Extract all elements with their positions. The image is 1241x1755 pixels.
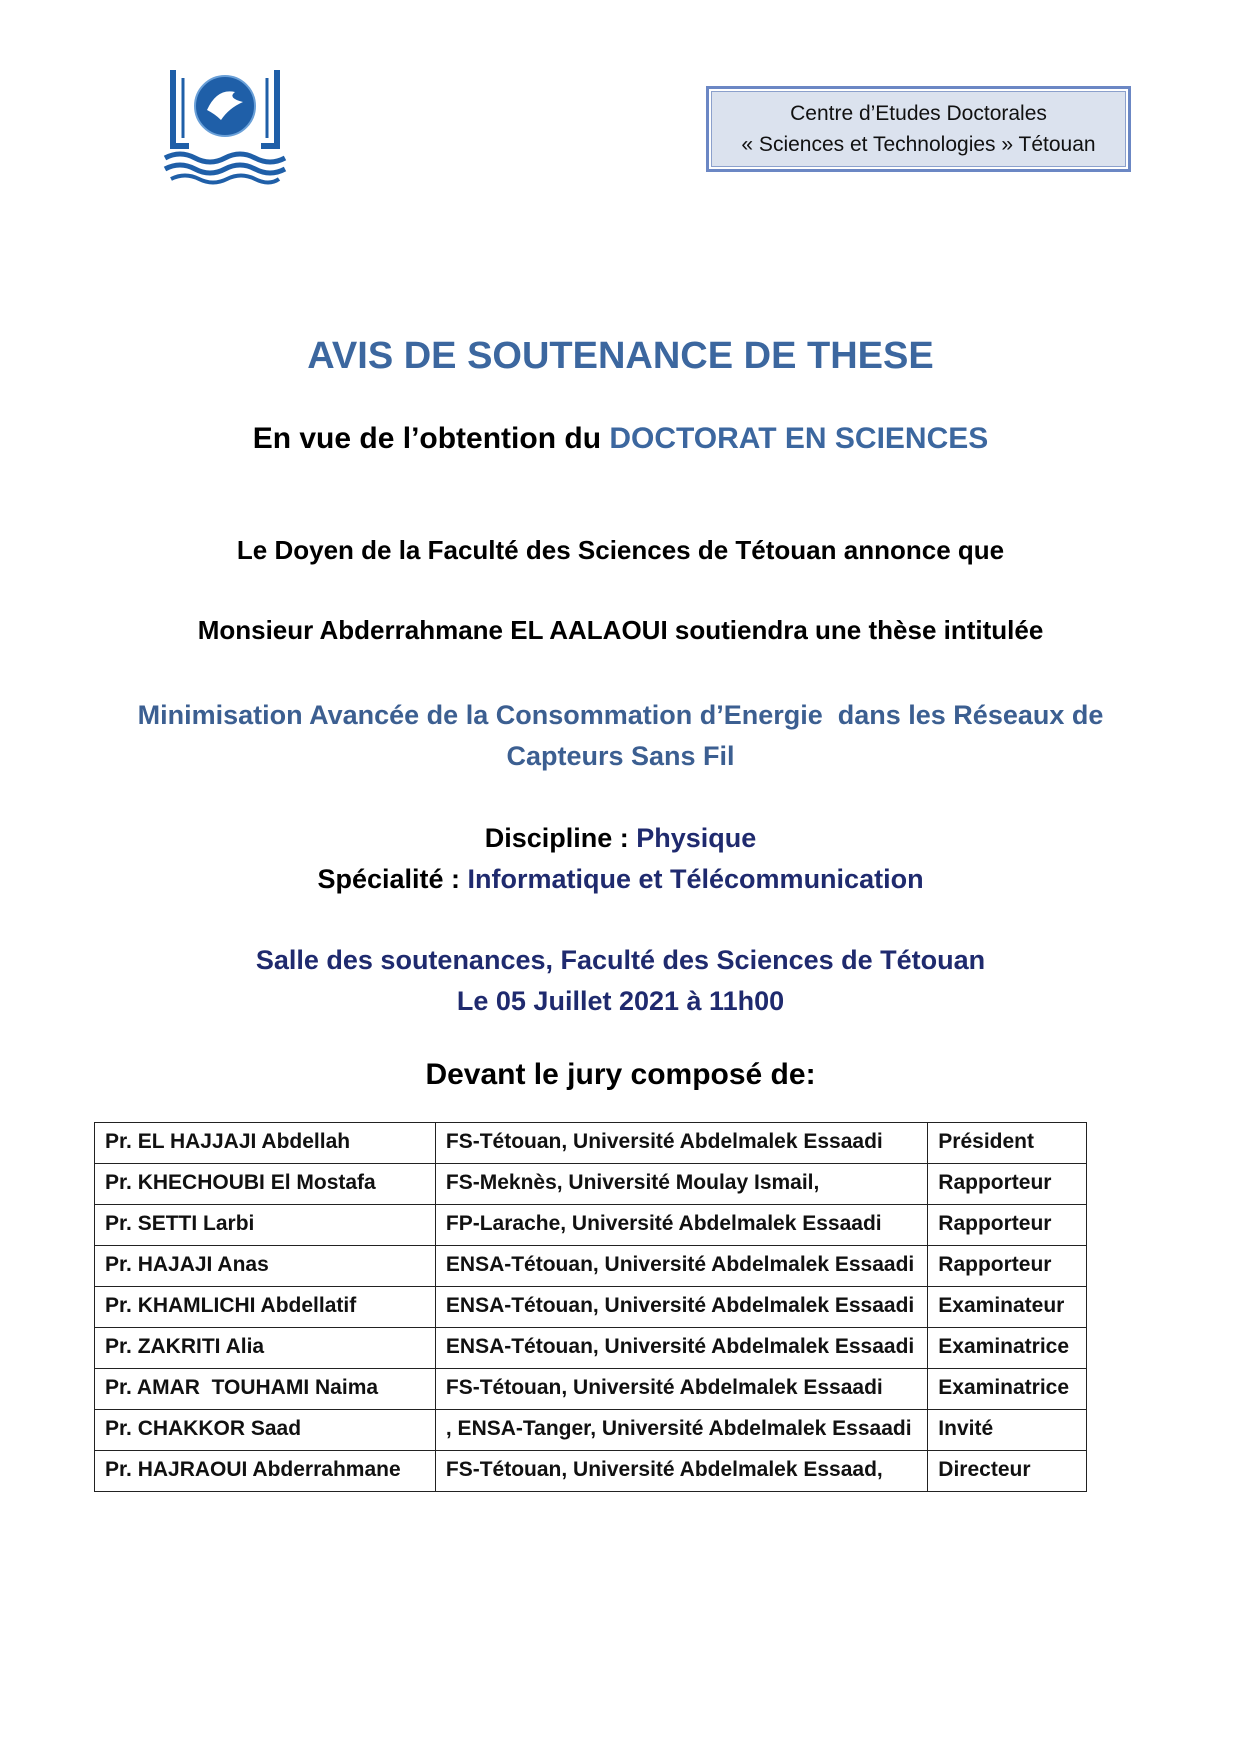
table-row — [95, 1451, 1087, 1492]
table-row — [95, 1164, 1087, 1205]
jury-member-name: Pr. CHAKKOR Saad — [95, 1410, 436, 1451]
speciality-value: Informatique et Télécommunication — [467, 864, 924, 894]
defense-date: Le 05 Juillet 2021 à 11h00 — [456, 986, 785, 1016]
jury-table — [94, 1122, 1087, 1492]
venue: Salle des soutenances, Faculté des Sciences de Tétouan — [255, 945, 986, 975]
jury-member-role: Invité — [928, 1410, 1087, 1451]
jury-member-affiliation: ENSA-Tétouan, Université Abdelmalek Essaadi — [435, 1287, 927, 1328]
speciality-line — [0, 859, 1241, 900]
table-row — [95, 1410, 1087, 1451]
thesis-title-line2: Capteurs Sans Fil — [506, 741, 735, 771]
candidate-line: Monsieur Abderrahmane EL AALAOUI soutiendra une thèse intitulée — [197, 615, 1044, 645]
jury-member-role: Rapporteur — [928, 1164, 1087, 1205]
table-row — [95, 1369, 1087, 1410]
doctoral-center-line2: « Sciences et Technologies » Tétouan — [741, 133, 1096, 156]
dean-announcement: Le Doyen de la Faculté des Sciences de Tétouan annonce que — [236, 535, 1005, 565]
jury-member-role: Examinatrice — [928, 1328, 1087, 1369]
discipline-value: Physique — [636, 823, 757, 853]
discipline-label: Discipline : — [484, 823, 637, 853]
doctoral-center-box — [706, 86, 1131, 172]
jury-member-affiliation: ENSA-Tétouan, Université Abdelmalek Essaadi — [435, 1246, 927, 1287]
jury-member-role: Examinateur — [928, 1287, 1087, 1328]
jury-member-role: Président — [928, 1123, 1087, 1164]
jury-member-affiliation: ENSA-Tétouan, Université Abdelmalek Essaadi — [435, 1328, 927, 1369]
jury-member-role: Rapporteur — [928, 1246, 1087, 1287]
table-row — [95, 1205, 1087, 1246]
jury-member-role: Directeur — [928, 1451, 1087, 1492]
jury-member-name: Pr. KHECHOUBI El Mostafa — [95, 1164, 436, 1205]
table-row — [95, 1328, 1087, 1369]
discipline-line — [0, 818, 1241, 859]
jury-member-affiliation: FP-Larache, Université Abdelmalek Essaadi — [435, 1205, 927, 1246]
jury-member-name: Pr. EL HAJJAJI Abdellah — [95, 1123, 436, 1164]
jury-member-affiliation: FS-Meknès, Université Moulay Ismail, — [435, 1164, 927, 1205]
jury-member-name: Pr. KHAMLICHI Abdellatif — [95, 1287, 436, 1328]
degree-name: DOCTORAT EN SCIENCES — [609, 422, 989, 455]
speciality-label: Spécialité : — [317, 864, 468, 894]
jury-member-name: Pr. SETTI Larbi — [95, 1205, 436, 1246]
university-logo — [155, 58, 295, 218]
jury-member-affiliation: FS-Tétouan, Université Abdelmalek Essaad, — [435, 1451, 927, 1492]
jury-member-role: Rapporteur — [928, 1205, 1087, 1246]
page-title: AVIS DE SOUTENANCE DE THESE — [307, 335, 934, 377]
thesis-title — [0, 695, 1241, 777]
jury-member-name: Pr. ZAKRITI Alia — [95, 1328, 436, 1369]
table-row — [95, 1287, 1087, 1328]
venue-block — [0, 940, 1241, 1022]
discipline-block — [0, 818, 1241, 900]
table-row — [95, 1123, 1087, 1164]
doctoral-center-line1: Centre d’Etudes Doctorales — [790, 102, 1047, 125]
jury-member-affiliation: , ENSA-Tanger, Université Abdelmalek Essaadi — [435, 1410, 927, 1451]
jury-member-affiliation: FS-Tétouan, Université Abdelmalek Essaadi — [435, 1123, 927, 1164]
jury-heading: Devant le jury composé de: — [425, 1058, 816, 1091]
jury-member-name: Pr. AMAR TOUHAMI Naima — [95, 1369, 436, 1410]
table-row — [95, 1246, 1087, 1287]
jury-member-affiliation: FS-Tétouan, Université Abdelmalek Essaadi — [435, 1369, 927, 1410]
jury-member-role: Examinatrice — [928, 1369, 1087, 1410]
degree-prefix: En vue de l’obtention du — [252, 422, 610, 455]
jury-member-name: Pr. HAJAJI Anas — [95, 1246, 436, 1287]
thesis-title-line1: Minimisation Avancée de la Consommation d’Energie dans les Réseaux de — [137, 700, 1104, 730]
degree-subtitle — [0, 422, 1241, 456]
jury-member-name: Pr. HAJRAOUI Abderrahmane — [95, 1451, 436, 1492]
